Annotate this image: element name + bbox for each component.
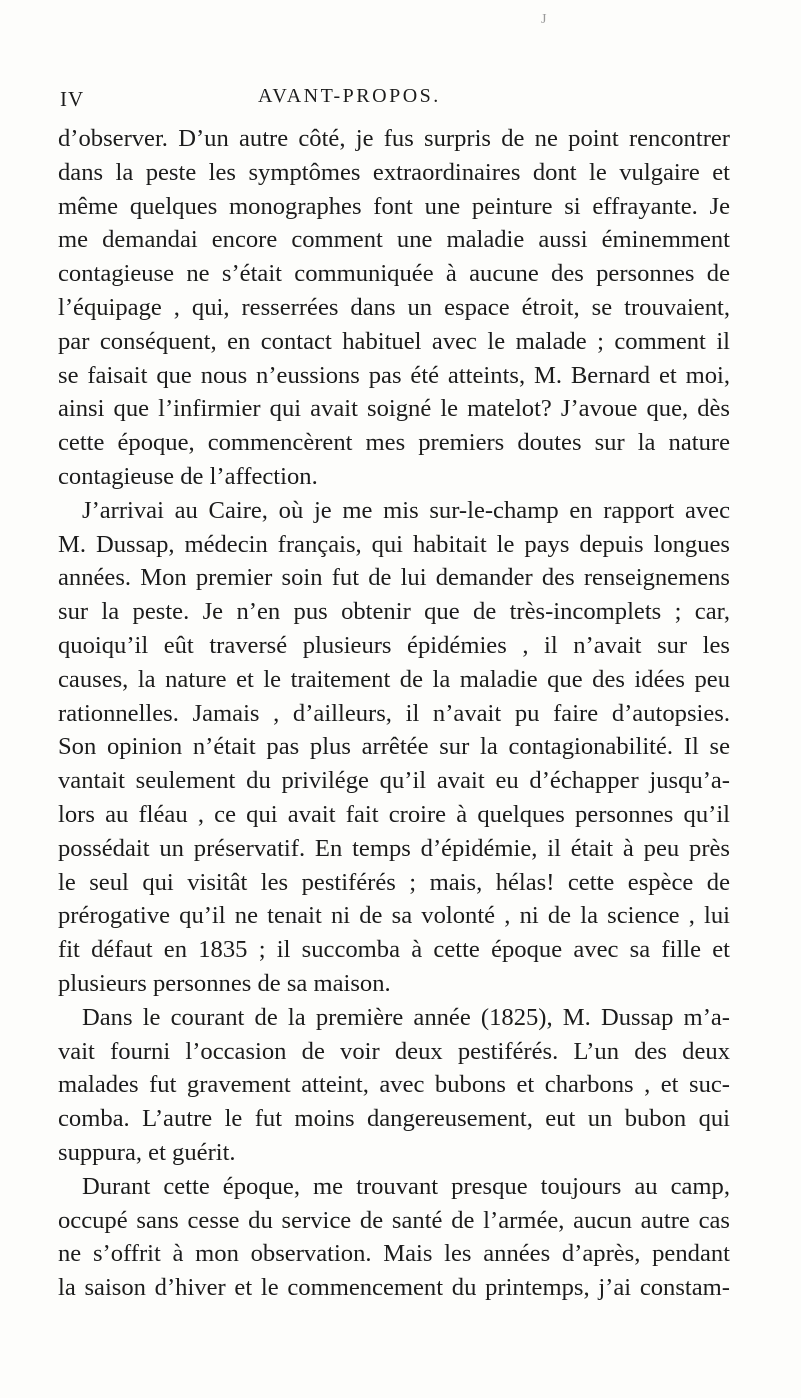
- text-line: fit défaut en 1835 ; il succomba à cette époque avec sa fille et: [58, 936, 730, 964]
- text-line: la saison d’hiver et le commencement du printemps, j’ai constam-: [58, 1274, 730, 1302]
- text-line: causes, la nature et le traitement de la maladie que des idées peu: [58, 665, 730, 693]
- text-line: malades fut gravement atteint, avec bubons et charbons , et suc-: [58, 1071, 730, 1099]
- text-line: rationnelles. Jamais , d’ailleurs, il n’avait pu faire d’autopsies.: [58, 699, 730, 727]
- text-line: sur la peste. Je n’en pus obtenir que de très-incomplets ; car,: [58, 598, 730, 626]
- text-line: J’arrivai au Caire, où je me mis sur-le-champ en rapport avec: [82, 496, 730, 524]
- text-line: M. Dussap, médecin français, qui habitait le pays depuis longues: [58, 530, 730, 558]
- text-line: ne s’offrit à mon observation. Mais les années d’après, pendant: [58, 1240, 730, 1268]
- text-line: d’observer. D’un autre côté, je fus surpris de ne point rencontrer: [58, 125, 730, 152]
- text-line: ainsi que l’infirmier qui avait soigné le matelot? J’avoue que, dès: [58, 395, 730, 423]
- text-line: contagieuse de l’affection.: [58, 462, 318, 490]
- text-line: Dans le courant de la première année (1825), M. Dussap m’a-: [82, 1003, 730, 1031]
- text-line: plusieurs personnes de sa maison.: [58, 969, 391, 997]
- text-line: vait fourni l’occasion de voir deux pestiférés. L’un des deux: [58, 1037, 730, 1065]
- text-line: comba. L’autre le fut moins dangereusement, eut un bubon qui: [58, 1105, 730, 1133]
- text-line: par conséquent, en contact habituel avec le malade ; comment il: [58, 327, 730, 355]
- text-line: l’équipage , qui, resserrées dans un espace étroit, se trouvaient,: [58, 293, 730, 321]
- text-line: suppura, et guérit.: [58, 1138, 236, 1166]
- text-line: lors au fléau , ce qui avait fait croire à quelques personnes qu’il: [58, 800, 730, 828]
- text-line: me demandai encore comment une maladie aussi éminemment: [58, 226, 730, 254]
- stray-mark: J: [541, 12, 547, 27]
- text-line: cette époque, commencèrent mes premiers doutes sur la nature: [58, 429, 730, 457]
- text-line: Durant cette époque, me trouvant presque toujours au camp,: [82, 1172, 730, 1200]
- text-line: quoiqu’il eût traversé plusieurs épidémies , il n’avait sur les: [58, 631, 730, 659]
- page-header: [58, 85, 718, 115]
- text-line: même quelques monographes font une peinture si effrayante. Je: [58, 192, 730, 220]
- text-line: années. Mon premier soin fut de lui demander des renseignemens: [58, 564, 730, 592]
- text-line: dans la peste les symptômes extraordinaires dont le vulgaire et: [58, 158, 730, 186]
- text-line: prérogative qu’il ne tenait ni de sa volonté , ni de la science , lui: [58, 902, 730, 930]
- running-title: AVANT-PROPOS.: [258, 85, 441, 107]
- text-line: possédait un préservatif. En temps d’épidémie, il était à peu près: [58, 834, 730, 862]
- text-line: Son opinion n’était pas plus arrêtée sur la contagionabilité. Il se: [58, 733, 730, 761]
- text-line: le seul qui visitât les pestiférés ; mais, hélas! cette espèce de: [58, 868, 730, 896]
- body-text: [58, 122, 730, 1305]
- page-number: IV: [60, 87, 85, 111]
- text-line: occupé sans cesse du service de santé de l’armée, aucun autre cas: [58, 1206, 730, 1234]
- text-line: contagieuse ne s’était communiquée à aucune des personnes de: [58, 260, 730, 288]
- text-line: vantait seulement du privilége qu’il avait eu d’échapper jusqu’a-: [58, 767, 730, 795]
- text-line: se faisait que nous n’eussions pas été atteints, M. Bernard et moi,: [58, 361, 730, 389]
